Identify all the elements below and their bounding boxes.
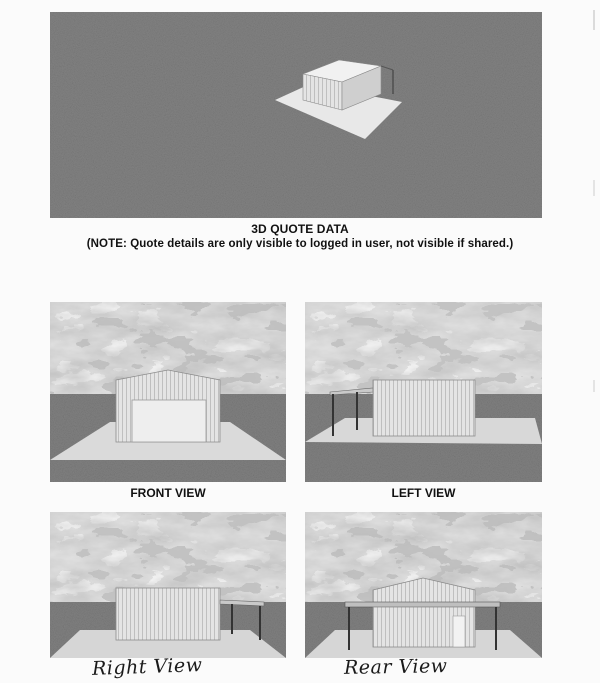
right-view-handwritten-label: Right View [91, 654, 203, 680]
visibility-note: (NOTE: Quote details are only visible to logged in user, not visible if shared.) [86, 238, 514, 250]
front-view-render [50, 302, 286, 482]
rear-view-render [305, 512, 542, 658]
left-view-caption: LEFT VIEW [391, 486, 456, 500]
front-view-caption: FRONT VIEW [130, 486, 206, 500]
right-view-render [50, 512, 286, 658]
scan-edge-mark [590, 0, 598, 683]
aerial-3d-render [50, 12, 542, 218]
left-view-render [305, 302, 542, 482]
rear-view-handwritten-label: Rear View [343, 655, 448, 679]
page-title: 3D QUOTE DATA [251, 222, 349, 236]
